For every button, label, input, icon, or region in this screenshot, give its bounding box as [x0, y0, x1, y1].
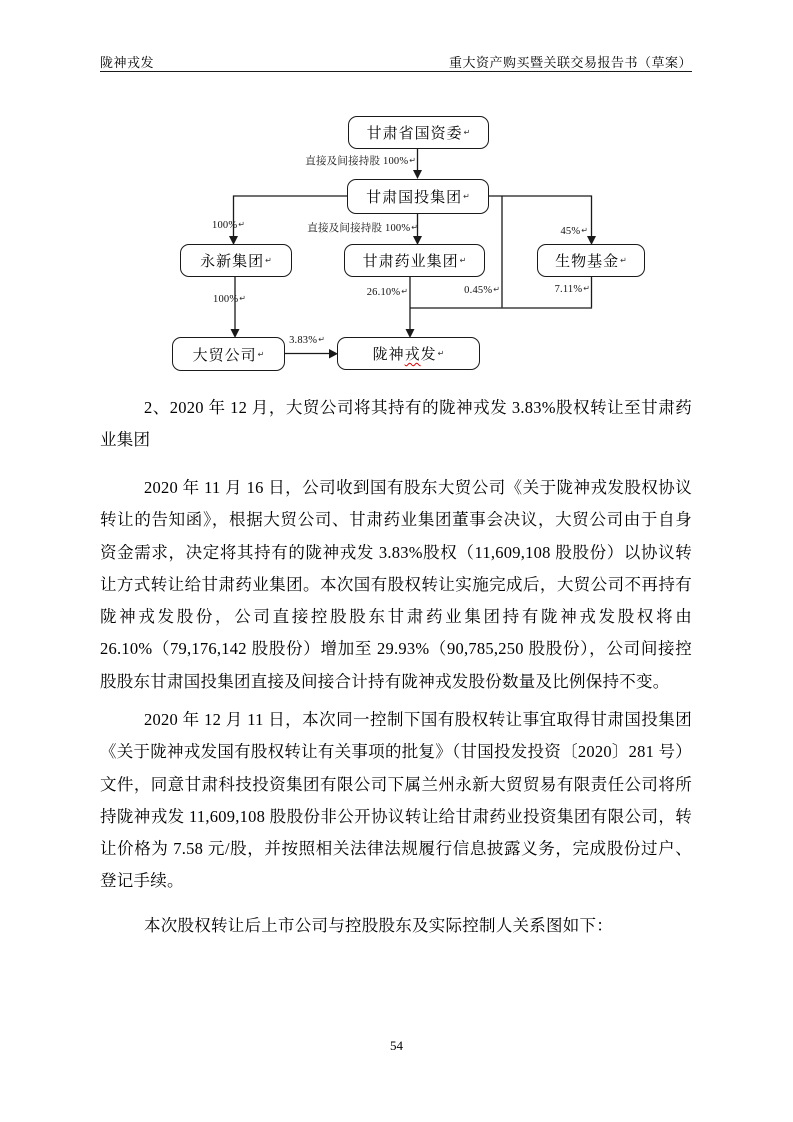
- edge-label-guotou-to-biofund: 45%↵: [560, 226, 588, 237]
- edge-label-yongxin-to-damao: 100%↵: [213, 294, 246, 305]
- equity-structure-diagram: [0, 100, 793, 382]
- edge-label-sasac-to-guotou: 直接及间接持股 100%↵: [305, 156, 416, 167]
- return-mark: ↵: [437, 349, 445, 358]
- node-gansu-pharma-group: 甘肃药业集团 ↵: [344, 244, 485, 277]
- edge-label-guotou-to-longshen: 0.45%↵: [464, 285, 500, 296]
- return-mark: ↵: [411, 223, 418, 232]
- return-mark: ↵: [409, 156, 416, 165]
- node-bio-fund: 生物基金 ↵: [537, 244, 645, 277]
- node-yongxin-group: 永新集团 ↵: [180, 244, 292, 277]
- node-damao-company: 大贸公司 ↵: [172, 337, 285, 371]
- return-mark: ↵: [459, 256, 467, 265]
- body-paragraph-1: 2020 年 11 月 16 日，公司收到国有股东大贸公司《关于陇神戎发股权协议转让的告知函》，根据大贸公司、甘肃药业集团董事会决议，大贸公司由于自身资金需求，决定将其持有的陇神戎发 3.83%股权（11,609,108 股股份）以协议转让方式转让给甘肃药业集团。本次国有股权转让实施完成后，大贸公司不再持有陇神戎发股份，公司直接控股股东甘肃药业集团持有陇神戎发股权将由 26.10%（79,176,142 股股份）增加至 29.93%（90,785,250 股股份），公司间接控股股东甘肃国投集团直接及间接合计持有陇神戎发股份数量及比例保持不变。: [100, 478, 692, 691]
- return-mark: ↵: [238, 220, 245, 229]
- node-gansu-sasac: 甘肃省国资委 ↵: [348, 116, 489, 149]
- node-longshen-rongfa: 陇神 戎 发 ↵: [337, 337, 480, 370]
- return-mark: ↵: [620, 256, 627, 265]
- page-number: 54: [390, 1038, 403, 1053]
- return-mark: ↵: [581, 226, 588, 235]
- return-mark: ↵: [463, 128, 471, 137]
- edge-label-biofund-to-longshen: 7.11%↵: [554, 284, 590, 295]
- section-heading: 2、2020 年 12 月，大贸公司将其持有的陇神戎发 3.83%股权转让至甘肃药业集团: [100, 398, 692, 450]
- spellcheck-squiggle: 戎: [404, 347, 421, 363]
- return-mark: ↵: [463, 192, 470, 201]
- header-document-title: 重大资产购买暨关联交易报告书（草案）: [448, 55, 692, 70]
- edge-label-guotou-to-pharma: 直接及间接持股 100%↵: [307, 223, 418, 234]
- edge-label-damao-to-longshen: 3.83%↵: [289, 335, 325, 346]
- return-mark: ↵: [318, 335, 325, 344]
- edge-label-pharma-to-longshen: 26.10%↵: [366, 287, 408, 298]
- return-mark: ↵: [265, 256, 272, 265]
- edge-label-guotou-to-yongxin: 100%↵: [212, 220, 245, 231]
- header-divider: [100, 71, 692, 72]
- return-mark: ↵: [493, 285, 500, 294]
- body-paragraph-2: 2020 年 12 月 11 日，本次同一控制下国有股权转让事宜取得甘肃国投集团《关于陇神戎发国有股权转让有关事项的批复》（甘国投发投资〔2020〕281 号）文件，同意甘肃科技投资集团有限公司下属兰州永新大贸贸易有限责任公司将所持陇神戎发 11,609,108 股股份非公开协议转让给甘肃药业投资集团有限公司，转让价格为 7.58 元/股，并按照相关法律法规履行信息披露义务，完成股份过户、登记手续。: [100, 710, 692, 891]
- return-mark: ↵: [401, 287, 408, 296]
- node-gansu-guotou-group: 甘肃国投集团 ↵: [347, 179, 489, 214]
- return-mark: ↵: [239, 294, 246, 303]
- header-company-name: 陇神戎发: [100, 55, 155, 70]
- return-mark: ↵: [583, 284, 590, 293]
- return-mark: ↵: [257, 349, 265, 359]
- body-paragraph-3: 本次股权转让后上市公司与控股股东及实际控制人关系图如下：: [144, 916, 613, 935]
